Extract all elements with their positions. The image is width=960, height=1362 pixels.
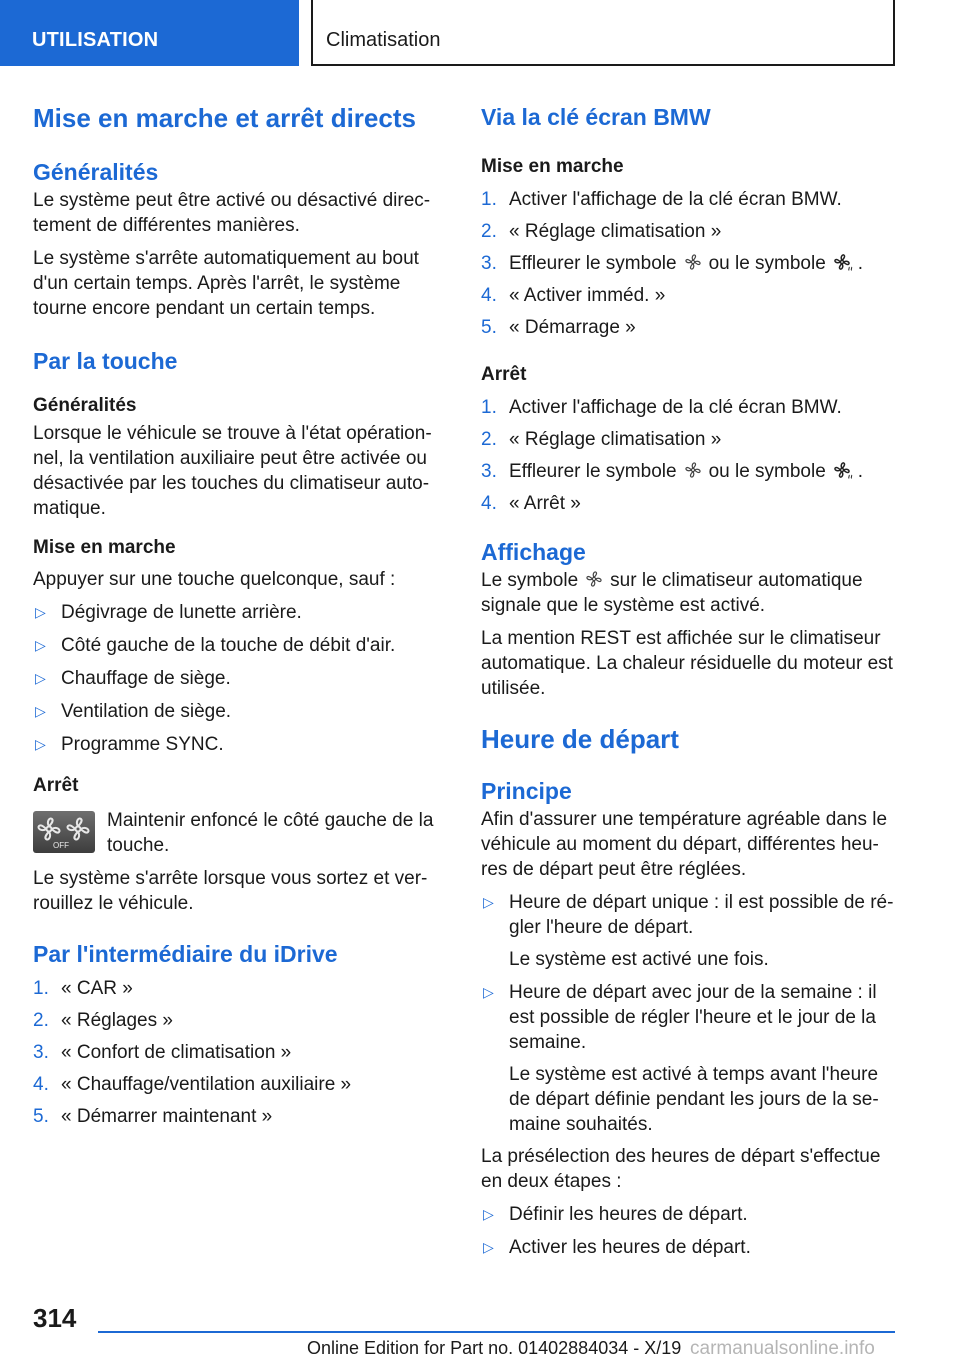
list-item: 3. Effleurer le symbole ou le symbole . xyxy=(481,253,864,274)
subheading-generalites: Généralités xyxy=(33,159,159,185)
list-item: 4. « Activer imméd. » xyxy=(481,285,666,306)
paragraph: Le symbole sur le climatiseur automatique signale que le système est activé. xyxy=(481,570,863,616)
paragraph: Lorsque le véhicule se trouve à l'état opération-nel, la ventilation auxiliaire peut être activée ou désactivée par les touches du climatiseur auto-matique. xyxy=(33,423,432,519)
minor-heading: Généralités xyxy=(33,395,137,416)
list-item: 4. « Chauffage/ventilation auxiliaire » xyxy=(33,1074,352,1095)
footer-divider xyxy=(98,1331,895,1333)
paragraph: Le système s'arrête automatiquement au bout d'un certain temps. Après l'arrêt, le système tourne encore pendant un certain temps. xyxy=(33,248,419,319)
subheading-par-la-touche: Par la touche xyxy=(33,348,178,374)
list-item: ▷ Heure de départ avec jour de la semaine : il est possible de régler l'heure et le jour de la semaine. Le système est activé à temps avant l'heure de départ définie pendant les jours de la se-maine souhaités. xyxy=(483,982,879,1135)
subheading-cle-ecran: Via la clé écran BMW xyxy=(481,104,711,130)
paragraph: La mention REST est affichée sur le climatiseur automatique. La chaleur résiduelle du moteur est utilisée. xyxy=(481,628,893,699)
list-item: 5. « Démarrer maintenant » xyxy=(33,1106,273,1127)
left-column xyxy=(33,100,437,1129)
paragraph: La présélection des heures de départ s'effectue en deux étapes : xyxy=(481,1146,881,1192)
list-item: ▷ Activer les heures de départ. xyxy=(483,1237,751,1258)
list-item: ▷ Dégivrage de lunette arrière. xyxy=(35,602,302,623)
bullet-icon: ▷ xyxy=(35,604,46,620)
list-item: 1. Activer l'affichage de la clé écran BMW. xyxy=(481,397,842,418)
paragraph: Le système peut être activé ou désactivé direc-tement de différentes manières. xyxy=(33,190,431,236)
arret-block xyxy=(33,808,437,858)
section-tab: UTILISATION xyxy=(0,0,299,66)
bullet-icon: ▷ xyxy=(483,984,494,1000)
list-item: 5. « Démarrage » xyxy=(481,317,636,338)
list-item: ▷ Chauffage de siège. xyxy=(35,668,231,689)
list-item: 2. « Réglages » xyxy=(33,1010,173,1031)
minor-heading: Arrêt xyxy=(33,775,79,796)
list-item: ▷ Définir les heures de départ. xyxy=(483,1204,748,1225)
right-column xyxy=(481,100,897,1260)
paragraph: Appuyer sur une touche quelconque, sauf : xyxy=(33,569,396,590)
list-item: ▷ Heure de départ unique : il est possible de ré-gler l'heure de départ. Le système est activé une fois. xyxy=(483,892,894,970)
fan-icon xyxy=(583,569,605,589)
fan-icon xyxy=(682,460,704,480)
fan-icon xyxy=(682,252,704,272)
page-number: 314 xyxy=(33,1303,77,1333)
subheading-idrive: Par l'intermédiaire du iDrive xyxy=(33,941,338,967)
arret-steps xyxy=(481,395,897,516)
bullet-icon: ▷ xyxy=(35,703,46,719)
mise-steps xyxy=(481,187,897,340)
paragraph: Le système s'arrête lorsque vous sortez et ver-rouillez le véhicule. xyxy=(33,868,428,914)
bullet-icon: ▷ xyxy=(483,894,494,910)
fan-heat-icon xyxy=(831,252,853,272)
chapter-tab: Climatisation xyxy=(311,0,895,66)
list-item: 3. Effleurer le symbole ou le symbole . xyxy=(481,461,864,482)
fan-off-button-icon xyxy=(33,811,95,853)
list-item: 4. « Arrêt » xyxy=(481,493,581,514)
bullet-icon: ▷ xyxy=(35,736,46,752)
list-item: ▷ Programme SYNC. xyxy=(35,734,224,755)
minor-heading: Mise en marche xyxy=(33,537,176,558)
bullet-icon: ▷ xyxy=(483,1206,494,1222)
list-item: 3. « Confort de climatisation » xyxy=(33,1042,292,1063)
bullet-icon: ▷ xyxy=(35,670,46,686)
list-item: ▷ Côté gauche de la touche de débit d'air. xyxy=(35,635,396,656)
minor-heading: Arrêt xyxy=(481,364,527,385)
fan-heat-icon xyxy=(831,460,853,480)
bullet-icon: ▷ xyxy=(483,1239,494,1255)
list-item: 1. « CAR » xyxy=(33,978,133,999)
section-heading-heure-depart: Heure de départ xyxy=(481,724,679,754)
section-heading: Mise en marche et arrêt directs xyxy=(33,103,416,133)
idrive-steps xyxy=(33,976,437,1129)
list-item: 1. Activer l'affichage de la clé écran BMW. xyxy=(481,189,842,210)
list-item: 2. « Réglage climatisation » xyxy=(481,429,722,450)
bullet-list xyxy=(33,600,437,757)
edition-text: Online Edition for Part no. 01402884034 - X/19 xyxy=(307,1338,682,1358)
arret-instruction: Maintenir enfoncé le côté gauche de la touche. xyxy=(107,810,434,856)
list-item: ▷ Ventilation de siège. xyxy=(35,701,232,722)
paragraph: Afin d'assurer une température agréable dans le véhicule au moment du départ, différentes heu-res de départ peut être réglées. xyxy=(481,809,888,880)
subheading-principe: Principe xyxy=(481,778,572,804)
minor-heading: Mise en marche xyxy=(481,156,624,177)
subheading-affichage: Affichage xyxy=(481,539,586,565)
watermark: carmanualsonline.info xyxy=(690,1338,875,1359)
svg-text:OFF: OFF xyxy=(53,841,69,850)
bullet-icon: ▷ xyxy=(35,637,46,653)
list-item: 2. « Réglage climatisation » xyxy=(481,221,722,242)
page-header xyxy=(0,0,960,66)
